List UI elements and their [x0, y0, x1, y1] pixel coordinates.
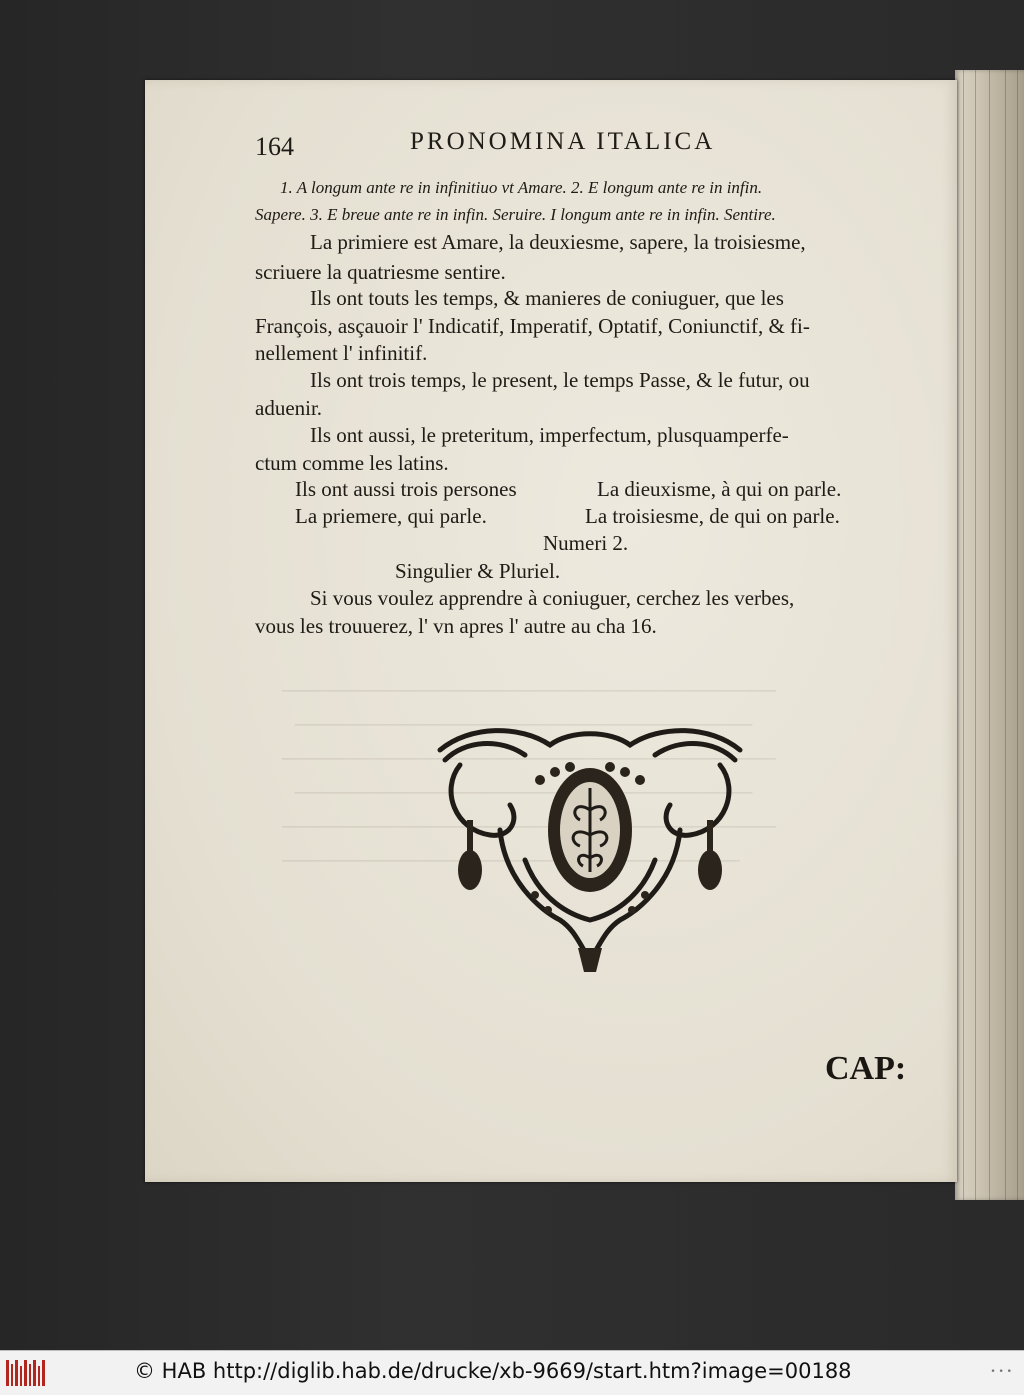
- text-line: vous les trouuerez, l' vn apres l' autre au cha 16.: [255, 614, 657, 638]
- running-head: PRONOMINA ITALICA: [410, 128, 716, 155]
- text-line: François, asçauoir l' Indicatif, Imperatif, Optatif, Coniunctif, & fi-: [255, 314, 810, 338]
- text-line: La dieuxisme, à qui on parle.: [597, 477, 842, 501]
- text-line: Ils ont touts les temps, & manieres de coniuguer, que les: [310, 286, 784, 310]
- text-line: Ils ont aussi, le preteritum, imperfectum, plusquamperfe-: [310, 423, 789, 447]
- footer-bar: [0, 1350, 1024, 1395]
- text-line: aduenir.: [255, 396, 323, 420]
- text-line: Ils ont trois temps, le present, le temps Passe, & le futur, ou: [310, 368, 810, 392]
- text-line: nellement l' infinitif.: [255, 341, 428, 365]
- text-line: Si vous voulez apprendre à coniuguer, cerchez les verbes,: [310, 586, 795, 610]
- text-line: 1. A longum ante re in infinitiuo vt Amare. 2. E longum ante re in infin.: [280, 178, 763, 197]
- hab-logo-icon: [6, 1358, 48, 1388]
- page-number: 164: [255, 132, 294, 161]
- copyright-url[interactable]: © HAB http://diglib.hab.de/drucke/xb-9669/start.htm?image=00188: [134, 1359, 852, 1383]
- text-line: ctum comme les latins.: [255, 451, 449, 475]
- catchword: CAP:: [825, 1050, 907, 1087]
- text-line: Singulier & Pluriel.: [395, 559, 561, 583]
- text-line: Ils ont aussi trois persones: [295, 477, 517, 501]
- book-page-edges: [955, 70, 1024, 1200]
- book-page: [145, 80, 957, 1182]
- text-line: La primiere est Amare, la deuxiesme, sapere, la troisiesme,: [310, 230, 806, 254]
- text-line: La priemere, qui parle.: [295, 504, 487, 528]
- woodcut-ornament: [430, 720, 750, 975]
- footer-marks: • • •: [990, 1367, 1012, 1377]
- show-through-texture: ───────────────────────────────────────── ────────────────────────────────────── ───────────────────────────────────────── ────────────────────────────────────── ───────────────────────────────────────── ──────────────────────────────────────: [282, 681, 776, 870]
- text-line: Sapere. 3. E breue ante re in infin. Seruire. I longum ante re in infin. Sentire.: [255, 205, 776, 224]
- text-line: scriuere la quatriesme sentire.: [255, 260, 506, 284]
- text-line: Numeri 2.: [543, 531, 629, 555]
- text-line: La troisiesme, de qui on parle.: [585, 504, 840, 528]
